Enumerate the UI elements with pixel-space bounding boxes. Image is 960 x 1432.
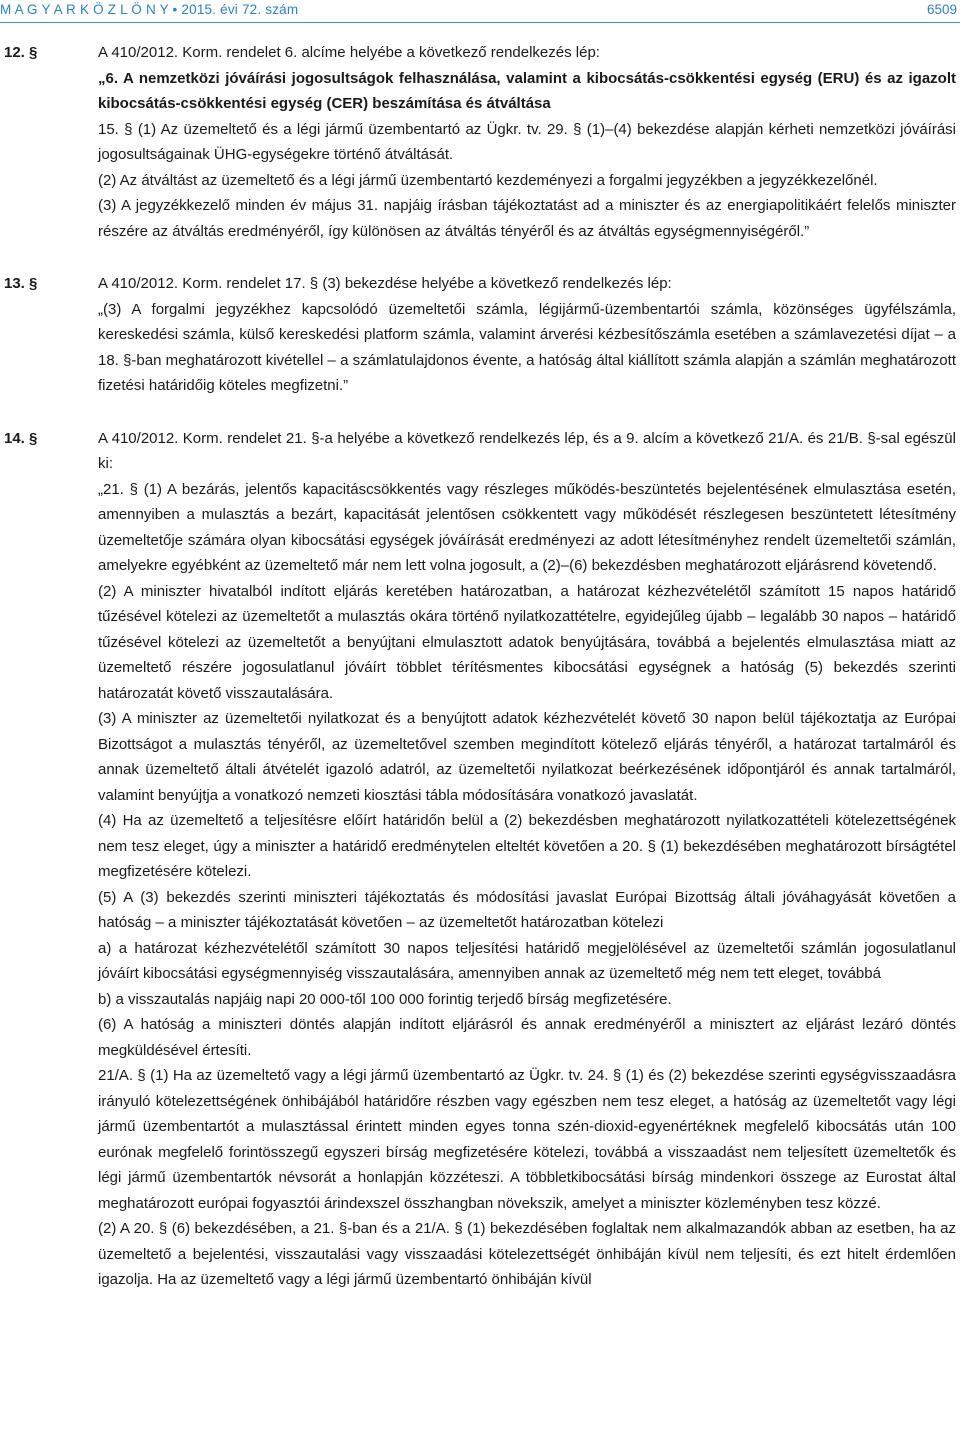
page-header (0, 0, 960, 23)
paragraph: (5) A (3) bekezdés szerinti miniszteri tájékoztatás és módosítási javaslat Európai Bizottság általi jóváhagyását követően a hatóság – a miniszter tájékoztatását követően – az üzemeltetőt határozatban kötelezi (98, 888, 956, 931)
page-number: 6509 (926, 2, 957, 17)
paragraph: (3) A miniszter az üzemeltetői nyilatkozat és a benyújtott adatok kézhezvételét követő 30 napon belül tájékoztatja az Európai Bizottságot a mulasztás tényéről, az üzemeltetővel szemben megindított kötelező eljárás tényéről, a határozat tartalmáról és annak üzemeltető általi átvételét igazoló adatról, az üzemeltetői nyilatkozat beérkezésének időpontjáról és annak tartalmáról, valamint benyújtja a vonatkozó nemzeti kiosztási tábla módosítására vonatkozó javaslatát. (98, 710, 956, 804)
paragraph: a) a határozat kézhezvételétől számított 30 napos teljesítési határidő megjelölésével az üzemeltetői számlán jogosulatlanul jóváírt kibocsátási egységmennyiség visszautalására, amennyiben annak az üzemeltető még nem tett eleget, továbbá (98, 939, 956, 982)
paragraph: b) a visszautalás napjáig napi 20 000-től 100 000 forintig terjedő bírság megfizetésére. (98, 990, 672, 1008)
document-body (0, 40, 956, 1320)
section (0, 271, 956, 399)
paragraph: 15. § (1) Az üzemeltető és a légi jármű üzembentartó az Ügkr. tv. 29. § (1)–(4) bekezdése alapján kérheti nemzetközi jóváírási jogosultságainak ÜHG-egységekre történő átváltását. (98, 120, 956, 163)
section-number: 13. § (4, 275, 38, 292)
paragraph: A 410/2012. Korm. rendelet 6. alcíme helyébe a következő rendelkezés lép: (98, 44, 600, 61)
section-heading: „6. A nemzetközi jóváírási jogosultságok felhasználása, valamint a kibocsátás-csökkentési egység (ERU) és az igazolt kibocsátás-csökkentési egység (CER) beszámítása és átváltása (98, 69, 956, 112)
section (0, 426, 956, 1293)
paragraph: (4) Ha az üzemeltető a teljesítésre előírt határidőn belül a (2) bekezdésben meghatározott nyilatkozattételi kötelezettségének nem tesz eleget, úgy a miniszter a határidő eredménytelen elteltét követően a 20. § (1) bekezdésében meghatározott bírságtétel megfizetésére kötelezi. (98, 812, 956, 880)
section-number: 12. § (4, 44, 38, 61)
journal-title: M A G Y A R K Ö Z L Ö N Y • 2015. évi 72. szám (0, 2, 299, 17)
paragraph: 21/A. § (1) Ha az üzemeltető vagy a légi jármű üzembentartó az Ügkr. tv. 24. § (1) és (2) bekezdése szerinti egységvisszaadásra irányuló kötelezettségének önhibájából határidőre részben vagy egészben nem tesz eleget, a hatóság az üzemeltetőt vagy légi jármű üzembentartót a mulasztással érintett minden egyes tonna szén-dioxid-egyenértéknek megfelelő kibocsátás után 100 eurónak megfelelő forintösszegű egyszeri bírság megfizetésére kötelezi, továbbá a visszaadást nem teljesített üzemeltetők és légi jármű üzembentartók névsorát a honlapján közzéteszi. A többletkibocsátási bírság mindenkori összege az Eurostat által meghatározott európai fogyasztói árindexszel összhangban növekszik, amelyet a miniszter közleményben tesz közzé. (98, 1067, 956, 1212)
paragraph: (2) A 20. § (6) bekezdésében, a 21. §-ban és a 21/A. § (1) bekezdésében foglaltak nem alkalmazandók abban az esetben, ha az üzemeltető a bejelentési, visszautalási vagy visszaadási kötelezettségét önhibáján kívül nem teljesíti, és ezt hitelt érdemlően igazolja. Ha az üzemeltető vagy a légi jármű üzembentartó önhibáján kívül (98, 1220, 956, 1288)
paragraph: „(3) A forgalmi jegyzékhez kapcsolódó üzemeltetői számla, légijármű-üzembentartói számla, közönséges ügyfélszámla, kereskedési számla, külső kereskedési platform számla, valamint árverési kézbesítőszámla esetében a számlavezetési díjat – a 18. §-ban meghatározott kivétellel – a számlatulajdonos évente, a hatóság által kiállított számla alapján a számlán meghatározott fizetési határidőig köteles megfizetni.” (98, 300, 956, 394)
paragraph: (2) A miniszter hivatalból indított eljárás keretében határozatban, a határozat kézhezvételétől számított 15 napos határidő tűzésével kötelezi az üzemeltetőt a mulasztás okára történő nyilatkozattételre, egyidejűleg újabb – legalább 30 napos – határidő tűzésével kötelezi az üzemeltetőt a benyújtani elmulasztott adatok benyújtására, továbbá a bejelentés elmulasztása miatt az üzemeltető részére jogosulatlanul jóváírt többlet térítésmentes kibocsátási egységnek a hatóság (5) bekezdés szerinti határozatát követő visszautalására. (98, 582, 956, 702)
paragraph: „21. § (1) A bezárás, jelentős kapacitáscsökkentés vagy részleges működés-beszüntetés bejelentésének elmulasztása esetén, amennyiben a mulasztás a bezárt, kapacitását jelentősen csökkentett vagy működését részlegesen beszüntetett létesítmény üzemeltetője számára olyan kibocsátási egységek jóváírását eredményezi az adott létesítményhez rendelt üzemeltetői számlán, amelyekre egyébként az üzemeltető már nem lett volna jogosult, a (2)–(6) bekezdésben meghatározott eljárásrend követendő. (98, 480, 956, 574)
section-number: 14. § (4, 429, 38, 447)
paragraph: (6) A hatóság a miniszteri döntés alapján indított eljárásról és annak eredményéről a minisztert az eljárást lezáró döntés megküldésével értesíti. (98, 1016, 956, 1059)
section (0, 40, 956, 244)
paragraph: (2) Az átváltást az üzemeltető és a légi jármű üzembentartó kezdeményezi a forgalmi jegyzékben a jegyzékkezelőnél. (98, 171, 878, 189)
paragraph: A 410/2012. Korm. rendelet 21. §-a helyébe a következő rendelkezés lép, és a 9. alcím a következő 21/A. és 21/B. §-sal egészül ki: (98, 429, 956, 472)
paragraph: (3) A jegyzékkezelő minden év május 31. napjáig írásban tájékoztatást ad a miniszter és az energiapolitikáért felelős miniszter részére az átváltás eredményéről, így különösen az átváltás tényéről és az átváltás egységmennyiségéről.” (98, 197, 956, 240)
paragraph: A 410/2012. Korm. rendelet 17. § (3) bekezdése helyébe a következő rendelkezés lép: (98, 275, 672, 292)
